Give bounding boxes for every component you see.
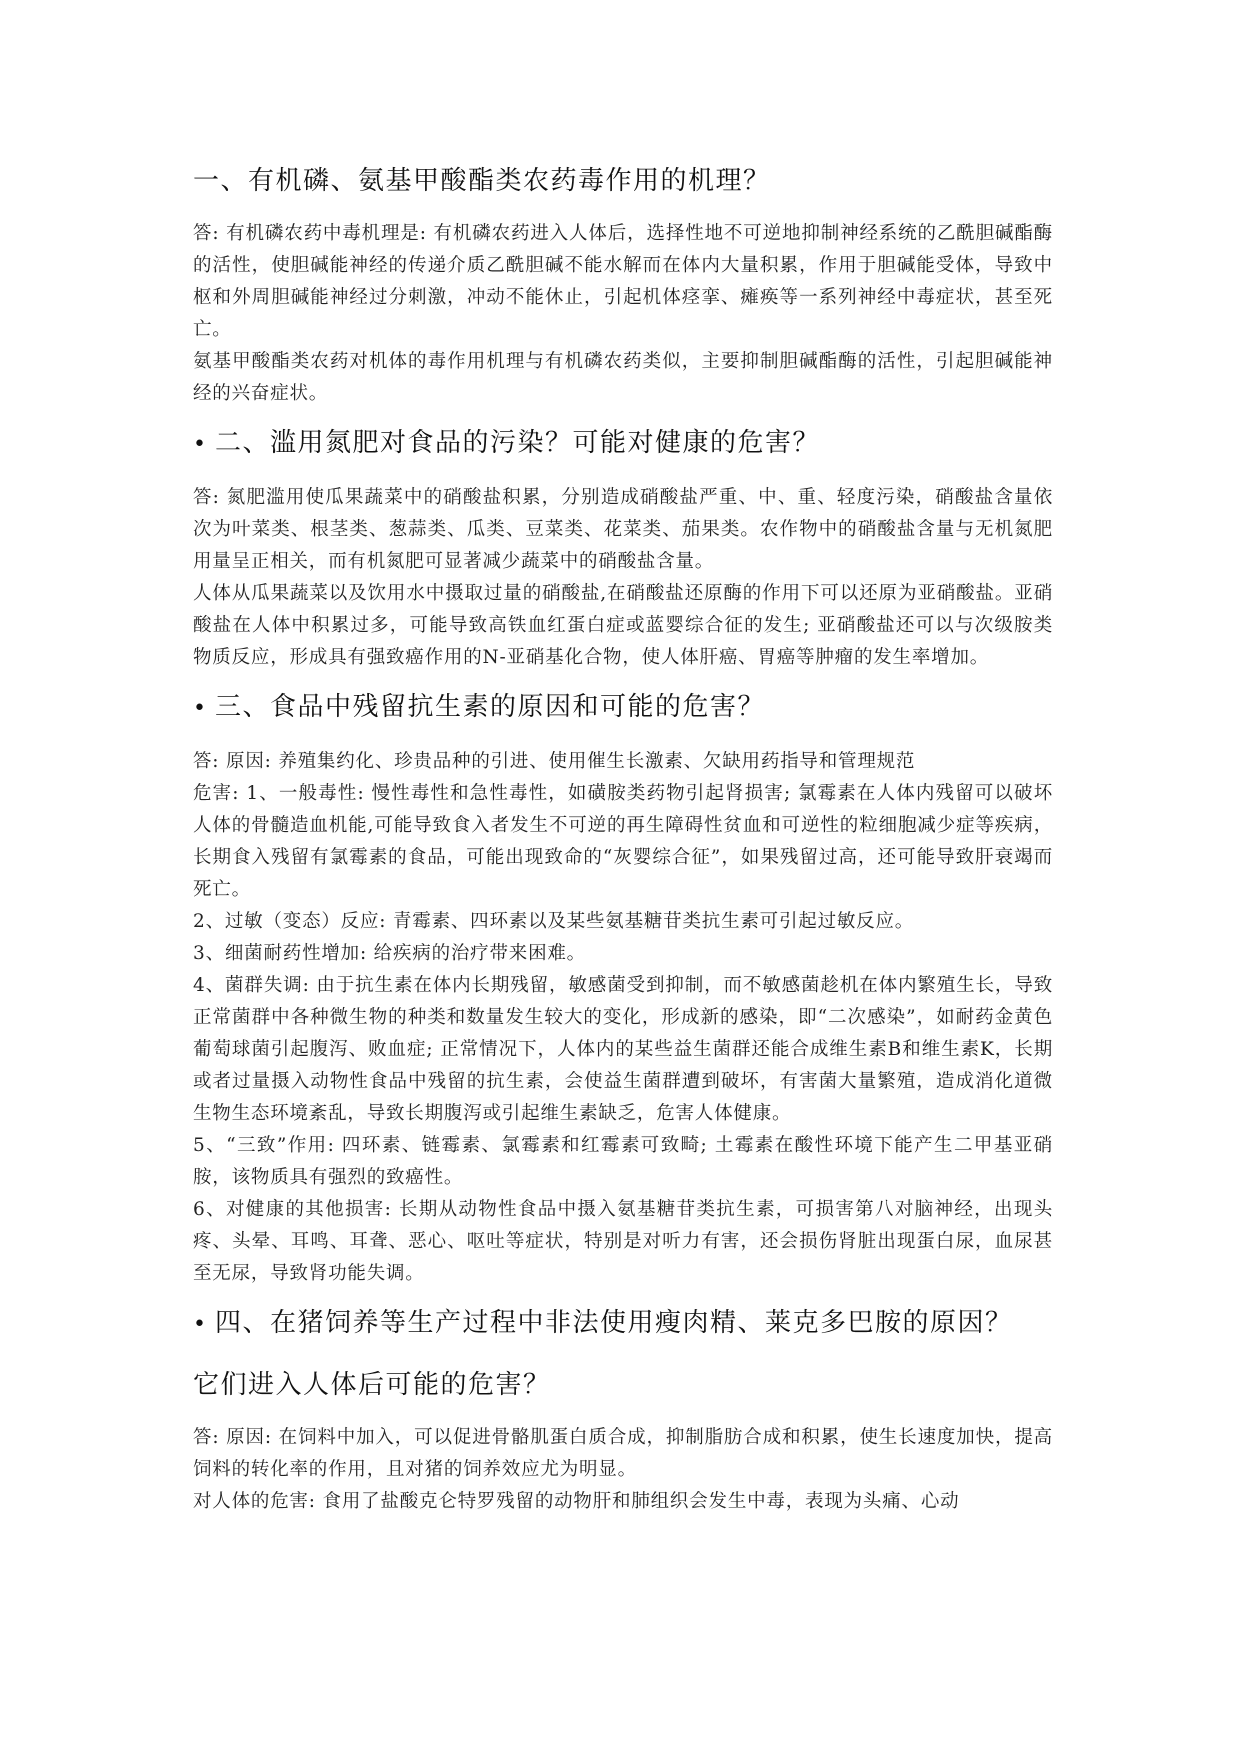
section-3-para-5: 4、菌群失调: 由于抗生素在体内长期残留，敏感菌受到抑制，而不敏感菌趁机在体内繁殖生长，导致正常菌群中各种微生物的种类和数量发生较大的变化，形成新的感染，即“二次感染”，如耐药金黄色葡萄球菌引起腹泻、败血症; 正常情况下，人体内的某些益生菌群还能合成维生素B和维生素K，长期或者过量摄入动物性食品中残留的抗生素，会使益生菌群遭到破坏，有害菌大量繁殖，造成消化道微生物生态环境紊乱，导致长期腹泻或引起维生素缺乏，危害人体健康。 [193,975,1053,1124]
section-2-para-2: 人体从瓜果蔬菜以及饮用水中摄取过量的硝酸盐,在硝酸盐还原酶的作用下可以还原为亚硝酸盐。亚硝酸盐在人体中积累过多，可能导致高铁血红蛋白症或蓝婴综合征的发生; 亚硝酸盐还可以与次级胺类物质反应，形成具有强致癌作用的N-亚硝基化合物，使人体肝癌、胃癌等肿瘤的发生率增加。 [193,583,1053,668]
section-3-para-7: 6、对健康的其他损害: 长期从动物性食品中摄入氨基糖苷类抗生素，可损害第八对脑神经，出现头疼、头晕、耳鸣、耳聋、恶心、呕吐等症状，特别是对听力有害，还会损伤肾脏出现蛋白尿，血尿甚至无尿，导致肾功能失调。 [193,1199,1053,1284]
section-4-heading-cont-text: 它们进入人体后可能的危害？ [193,1370,551,1400]
section-2-heading [193,426,1053,462]
section-3-para-1: 答: 原因: 养殖集约化、珍贵品种的引进、使用催生长激素、欠缺用药指导和管理规范 [193,751,916,772]
section-4-heading [193,1306,1053,1342]
section-4-para-2: 对人体的危害: 食用了盐酸克仑特罗残留的动物肝和肺组织会发生中毒，表现为头痛、心动 [193,1491,960,1512]
section-4-heading-continued [193,1368,1053,1402]
section-3-para-4: 3、细菌耐药性增加: 给疾病的治疗带来困难。 [193,943,586,964]
section-1-heading-text: 一、有机磷、氨基甲酸酯类农药毒作用的机理？ [193,166,771,196]
bullet-icon: • [193,432,208,457]
section-3-para-2: 危害: 1、一般毒性: 慢性毒性和急性毒性，如磺胺类药物引起肾损害; 氯霉素在人体内残留可以破坏人体的骨髓造血机能,可能导致食入者发生不可逆的再生障碍性贫血和可逆性的粒细胞减少症等疾病，长期食入残留有氯霉素的食品，可能出现致命的“灰婴综合征”，如果残留过高，还可能导致肝衰竭而死亡。 [193,783,1053,900]
bullet-icon: • [193,696,208,721]
section-3-para-3: 2、过敏（变态）反应: 青霉素、四环素以及某些氨基糖苷类抗生素可引起过敏反应。 [193,911,915,932]
section-1-para-2: 氨基甲酸酯类农药对机体的毒作用机理与有机磷农药类似，主要抑制胆碱酯酶的活性，引起胆碱能神经的兴奋症状。 [193,351,1053,404]
section-3-heading-text: 三、食品中残留抗生素的原因和可能的危害？ [215,692,766,722]
section-4-para-1: 答: 原因: 在饲料中加入，可以促进骨骼肌蛋白质合成，抑制脂肪合成和积累，使生长速度加快，提高饲料的转化率的作用，且对猪的饲养效应尤为明显。 [193,1427,1053,1480]
section-4-heading-text: 四、在猪饲养等生产过程中非法使用瘦肉精、莱克多巴胺的原因？ [215,1308,1013,1338]
section-1-heading [193,164,1053,198]
section-2-para-1: 答: 氮肥滥用使瓜果蔬菜中的硝酸盐积累，分别造成硝酸盐严重、中、重、轻度污染，硝酸盐含量依次为叶菜类、根茎类、葱蒜类、瓜类、豆菜类、花菜类、茄果类。农作物中的硝酸盐含量与无机氮肥用量呈正相关，而有机氮肥可显著减少蔬菜中的硝酸盐含量。 [193,487,1053,572]
section-3-heading [193,690,1053,726]
section-2-heading-text: 二、滥用氮肥对食品的污染？可能对健康的危害？ [215,428,821,458]
section-1-para-1: 答: 有机磷农药中毒机理是: 有机磷农药进入人体后，选择性地不可逆地抑制神经系统的乙酰胆碱酯酶的活性，使胆碱能神经的传递介质乙酰胆碱不能水解而在体内大量积累，作用于胆碱能受体，导致中枢和外周胆碱能神经过分刺激，冲动不能休止，引起机体痉挛、瘫痪等一系列神经中毒症状，甚至死亡。 [193,223,1053,340]
document-page [193,150,1053,1518]
bullet-icon: • [193,1312,208,1337]
section-3-para-6: 5、“三致”作用: 四环素、链霉素、氯霉素和红霉素可致畸; 土霉素在酸性环境下能产生二甲基亚硝胺，该物质具有强烈的致癌性。 [193,1135,1053,1188]
